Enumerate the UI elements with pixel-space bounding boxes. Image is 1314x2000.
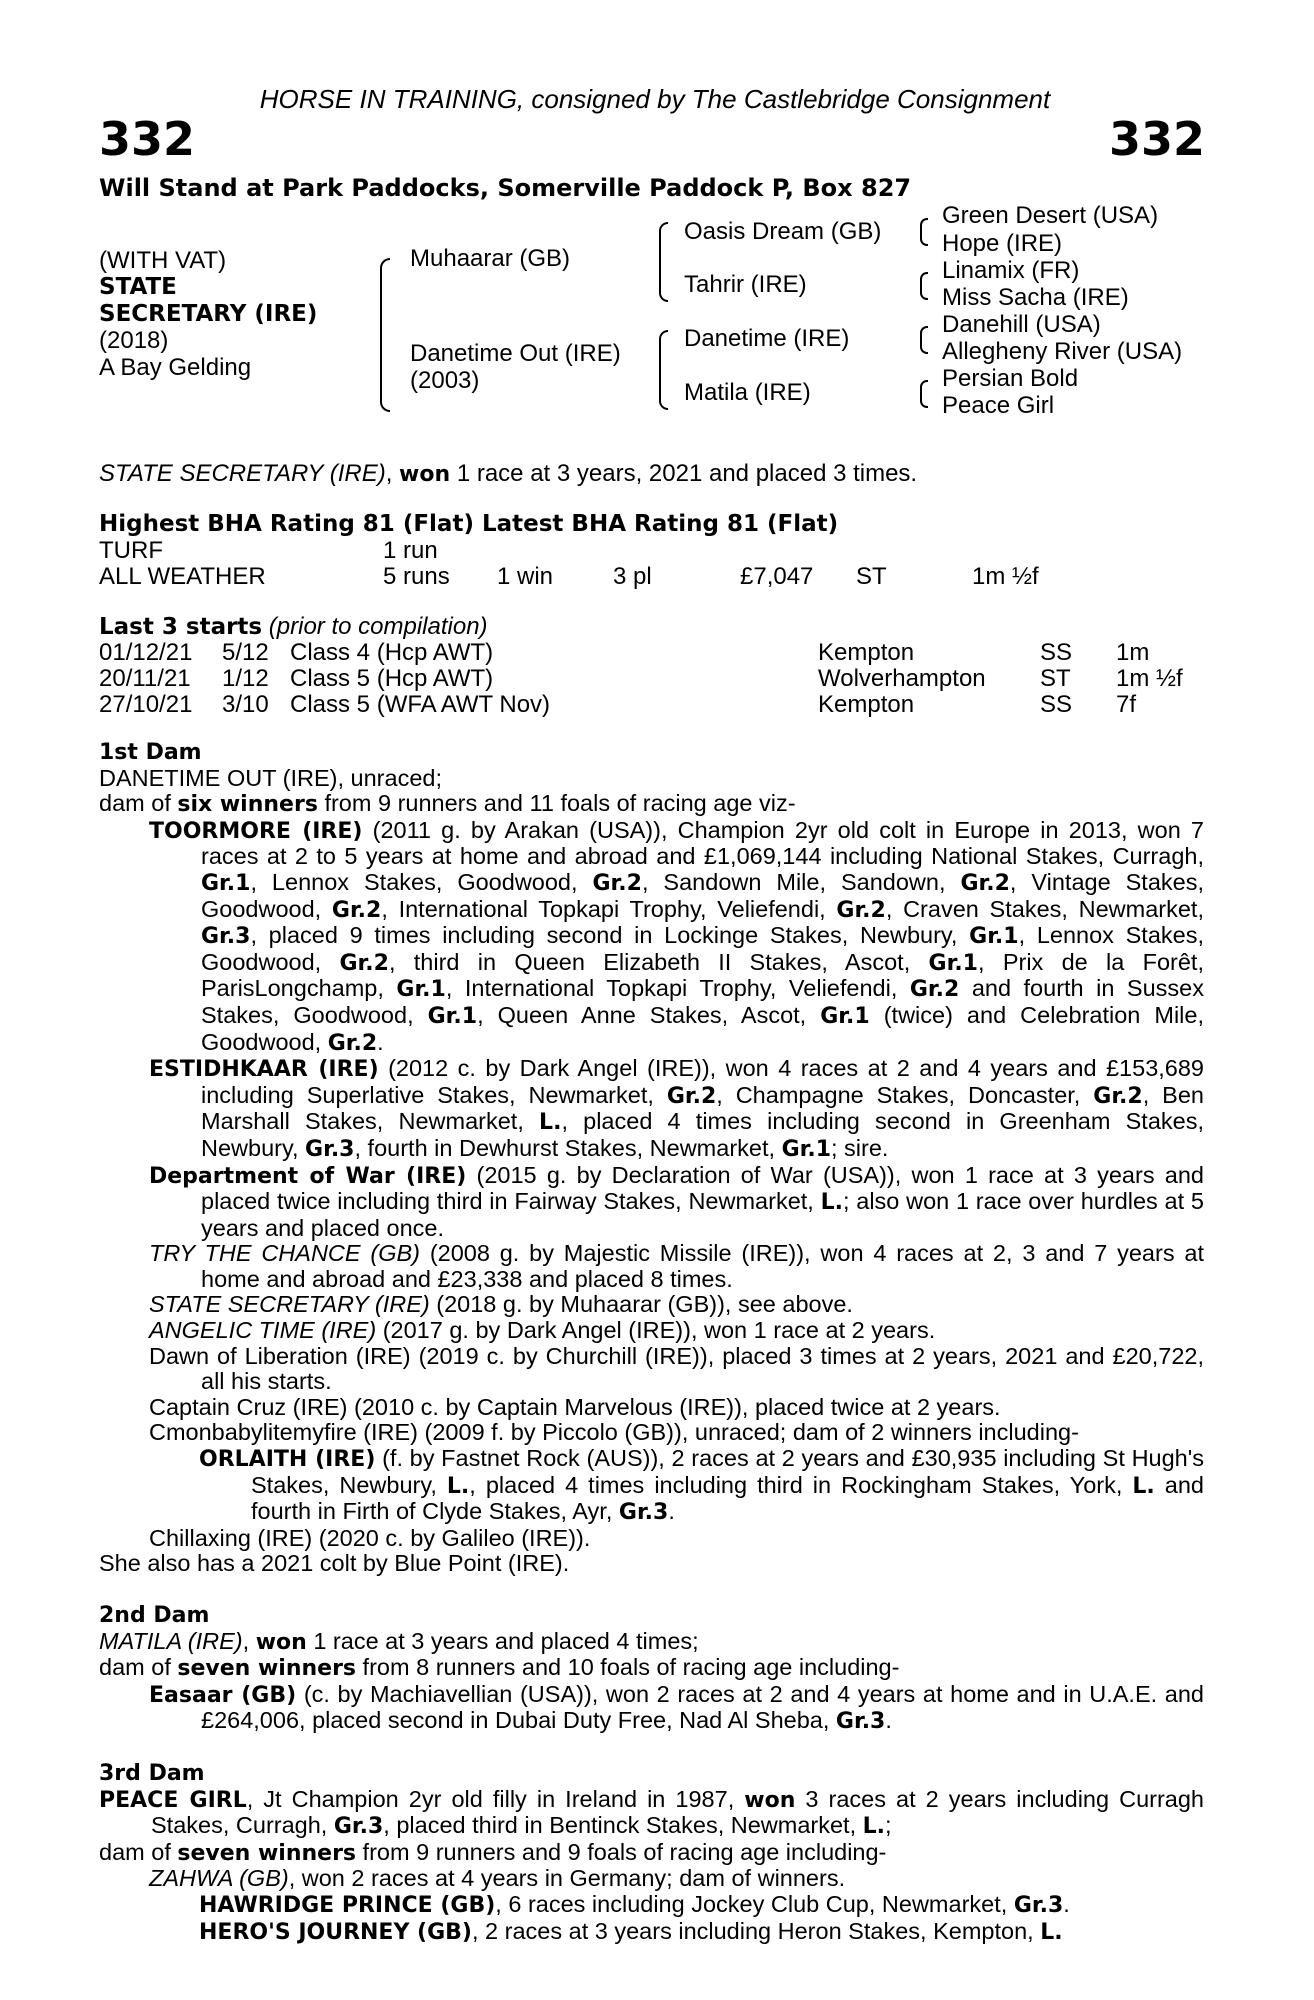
pedigree-brace-ds — [920, 326, 928, 354]
rating-surface: TURF — [99, 537, 163, 564]
start-distance: 1m ½f — [1116, 665, 1183, 692]
pedigree-brace-sire — [659, 222, 668, 302]
produce-hawridge-prince: HAWRIDGE PRINCE (GB), 6 races including Jockey Club Cup, Newmarket, Gr.3. — [199, 1890, 1070, 1918]
pedigree-dam-dam: Matila (IRE) — [684, 379, 811, 406]
summary-horse-name: STATE SECRETARY (IRE) — [99, 460, 386, 487]
start-race: Class 5 (Hcp AWT) — [290, 665, 494, 692]
produce-orlaith: ORLAITH (IRE) (f. by Fastnet Rock (AUS)), 2 races at 2 years and £30,935 including St Hugh's Stakes, Newbury, L., placed 4 times including third in Rockingham Stakes, York, L. and fourth in Firth of Clyde Stakes, Ayr, Gr.3. — [199, 1445, 1204, 1526]
second-dam-heading: 2nd Dam — [99, 1603, 210, 1628]
produce-try-the-chance: TRY THE CHANCE (GB) (2008 g. by Majestic Missile (IRE)), won 4 races at 2, 3 and 7 years at home and abroad and £23,338 and placed 8 times. — [149, 1240, 1204, 1292]
start-position: 5/12 — [222, 639, 269, 666]
start-distance: 7f — [1116, 691, 1137, 718]
start-going: ST — [1040, 665, 1071, 692]
start-going: SS — [1040, 691, 1073, 718]
produce-chillaxing: Chillaxing (IRE) (2020 c. by Galileo (IRE)). — [149, 1524, 591, 1551]
pedigree-sdd: Miss Sacha (IRE) — [942, 284, 1129, 311]
horse-name-line2: SECRETARY (IRE) — [99, 301, 318, 327]
produce-state-secretary: STATE SECRETARY (IRE) (2018 g. by Muhaarar (GB)), see above. — [149, 1291, 853, 1318]
start-date: 27/10/21 — [99, 691, 193, 718]
dam-sections — [99, 740, 1204, 1945]
pedigree-sire-sire: Oasis Dream (GB) — [684, 218, 882, 245]
third-dam-line: PEACE GIRL, Jt Champion 2yr old filly in Ireland in 1987, won 3 races at 2 years including Curragh Stakes, Curragh, Gr.3, placed third in Bentinck Stakes, Newmarket, L.; — [99, 1785, 1204, 1840]
pedigree-brace-dam — [659, 330, 668, 410]
page-header: HORSE IN TRAINING, consigned by The Castlebridge Consignment — [259, 84, 1051, 114]
produce-captain-cruz: Captain Cruz (IRE) (2010 c. by Captain Marvelous (IRE)), placed twice at 2 years. — [149, 1393, 1001, 1420]
third-dam-produce-summary: dam of seven winners from 9 runners and 9 foals of racing age including- — [99, 1838, 887, 1866]
rating-wins: 1 win — [497, 563, 554, 590]
pedigree-sds: Linamix (FR) — [942, 257, 1080, 284]
lot-number-left: 332 — [99, 112, 196, 166]
lot-number-right: 332 — [1108, 112, 1205, 166]
start-going: SS — [1040, 639, 1073, 666]
produce-zahwa: ZAHWA (GB), won 2 races at 4 years in Germany; dam of winners. — [149, 1865, 846, 1892]
start-date: 01/12/21 — [99, 639, 193, 666]
produce-toormore: TOORMORE (IRE) (2011 g. by Arakan (USA)), Champion 2yr old colt in Europe in 2013, won 7 races at 2 to 5 years at home and abroad and £1,069,144 including National Stakes, Curragh, Gr.1, Lennox Stakes, Goodwood, Gr.2, Sandown Mile, Sandown, Gr.2, Vintage Stakes, Goodwood, Gr.2, International Topkapi Trophy, Veliefendi, Gr.2, Craven Stakes, Newmarket, Gr.3, placed 9 times including second in Lockinge Stakes, Newbury, Gr.1, Lennox Stakes, Goodwood, Gr.2, third in Queen Elizabeth II Stakes, Ascot, Gr.1, Prix de la Forêt, ParisLongchamp, Gr.1, International Topkapi Trophy, Veliefendi, Gr.2 and fourth in Sussex Stakes, Goodwood, Gr.1, Queen Anne Stakes, Ascot, Gr.1 (twice) and Celebration Mile, Goodwood, Gr.2. — [149, 816, 1204, 1056]
summary-text: 1 race at 3 years, 2021 and placed 3 times. — [450, 460, 918, 487]
produce-heros-journey: HERO'S JOURNEY (GB), 2 races at 3 years including Heron Stakes, Kempton, L. — [199, 1917, 1063, 1945]
start-date: 20/11/21 — [99, 665, 191, 692]
pedigree-dss: Danehill (USA) — [942, 311, 1101, 338]
produce-cmonbabylitemyfire: Cmonbabylitemyfire (IRE) (2009 f. by Piccolo (GB)), unraced; dam of 2 winners including- — [149, 1419, 1079, 1446]
start-race: Class 5 (WFA AWT Nov) — [290, 691, 551, 718]
pedigree-dds: Persian Bold — [942, 365, 1079, 392]
produce-angelic-time: ANGELIC TIME (IRE) (2017 g. by Dark Angel (IRE)), won 1 race at 2 years. — [149, 1317, 936, 1344]
last-starts-note: (prior to compilation) — [262, 613, 488, 640]
start-distance: 1m — [1116, 639, 1150, 666]
stand-location: Will Stand at Park Paddocks, Somerville Paddock P, Box 827 — [99, 174, 912, 202]
pedigree-dsd: Allegheny River (USA) — [942, 338, 1183, 365]
pedigree-ddd: Peace Girl — [942, 392, 1055, 419]
start-course: Wolverhampton — [818, 665, 986, 692]
produce-easaar: Easaar (GB) (c. by Machiavellian (USA)), won 2 races at 2 and 4 years at home and in U.A.E. and £264,006, placed second in Dubai Duty Free, Nad Al Sheba, Gr.3. — [149, 1680, 1204, 1735]
last-starts-title: Last 3 starts — [99, 614, 263, 640]
rating-distance: 1m ½f — [972, 563, 1039, 590]
rating-surface: ALL WEATHER — [99, 563, 266, 590]
start-race: Class 4 (Hcp AWT) — [290, 639, 494, 666]
start-position: 3/10 — [222, 691, 269, 718]
pedigree-sire-dam: Tahrir (IRE) — [684, 271, 807, 298]
second-dam-line: MATILA (IRE), won 1 race at 3 years and placed 4 times; — [99, 1627, 699, 1655]
produce-department-of-war: Department of War (IRE) (2015 g. by Declaration of War (USA)), won 1 race at 3 years and placed twice including third in Fairway Stakes, Newmarket, L.; also won 1 race over hurdles at 5 years and placed once. — [149, 1161, 1204, 1241]
produce-estidhkaar: ESTIDHKAAR (IRE) (2012 c. by Dark Angel (IRE)), won 4 races at 2 and 4 years and £153,689 including Superlative Stakes, Newmarket, Gr.2, Champagne Stakes, Doncaster, Gr.2, Ben Marshall Stakes, Newmarket, L., placed 4 times including second in Greenham Stakes, Newbury, Gr.3, fourth in Dewhurst Stakes, Newmarket, Gr.1; sire. — [149, 1055, 1205, 1162]
third-dam-heading: 3rd Dam — [99, 1760, 205, 1786]
pedigree-brace-sd — [920, 272, 928, 300]
vat-note: (WITH VAT) — [99, 247, 227, 274]
horse-year: (2018) — [99, 327, 169, 354]
produce-dawn-of-liberation: Dawn of Liberation (IRE) (2019 c. by Churchill (IRE)), placed 3 times at 2 years, 2021 and £20,722, all his starts. — [149, 1342, 1204, 1395]
start-position: 1/12 — [222, 665, 269, 692]
pedigree-sss: Green Desert (USA) — [942, 202, 1159, 229]
pedigree-dam-sire: Danetime (IRE) — [684, 325, 850, 352]
horse-name-line1: STATE — [99, 274, 177, 300]
first-dam-heading: 1st Dam — [99, 740, 202, 765]
rating-earnings: £7,047 — [740, 563, 814, 590]
pedigree-brace-gen1 — [380, 258, 390, 412]
pedigree-brace-ss — [920, 218, 928, 246]
bha-rating-heading: Highest BHA Rating 81 (Flat) Latest BHA Rating 81 (Flat) — [99, 511, 839, 537]
last-starts-heading — [99, 613, 488, 641]
rating-placed: 3 pl — [613, 563, 652, 590]
start-course: Kempton — [818, 639, 915, 666]
pedigree-sire: Muhaarar (GB) — [410, 245, 571, 272]
pedigree-ssd: Hope (IRE) — [942, 230, 1063, 257]
rating-runs: 5 runs — [383, 563, 450, 590]
pedigree-dam-year: (2003) — [410, 367, 480, 394]
first-dam-produce-summary: dam of six winners from 9 runners and 11 foals of racing age viz- — [99, 790, 796, 818]
start-course: Kempton — [818, 691, 915, 718]
rating-runs: 1 run — [383, 537, 438, 564]
pedigree-brace-dd — [920, 380, 928, 408]
first-dam-line: DANETIME OUT (IRE), unraced; — [99, 764, 442, 791]
summary-won: won — [399, 462, 451, 487]
horse-description: A Bay Gelding — [99, 354, 252, 381]
race-summary: STATE SECRETARY (IRE), won 1 race at 3 years, 2021 and placed 3 times. — [99, 460, 918, 487]
second-dam-produce-summary: dam of seven winners from 8 runners and 10 foals of racing age including- — [99, 1654, 900, 1682]
pedigree-dam: Danetime Out (IRE) — [410, 340, 621, 367]
first-dam-also: She also has a 2021 colt by Blue Point (IRE). — [99, 1550, 570, 1577]
rating-going: ST — [856, 563, 887, 590]
